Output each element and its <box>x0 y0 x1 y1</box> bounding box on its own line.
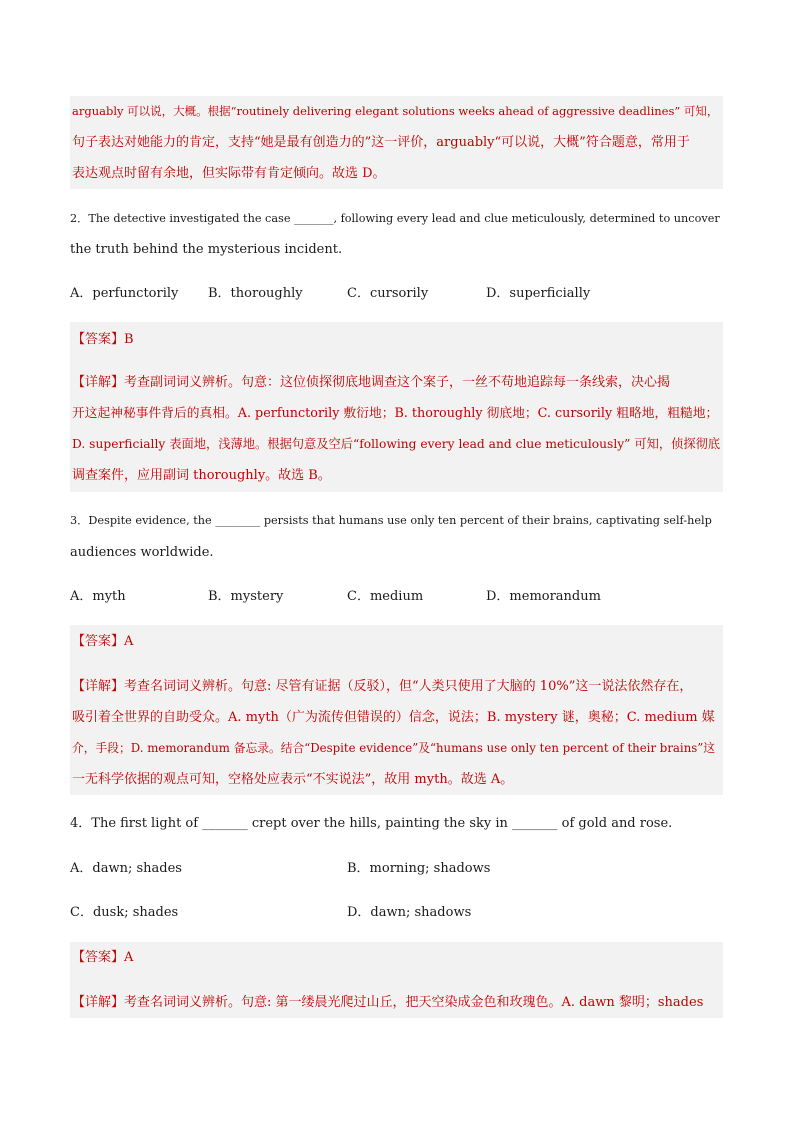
answer-label: 【答案】 <box>72 332 125 347</box>
q2-detail-line: 调查案件，应用副词 thoroughly。故选 B。 <box>72 468 331 483</box>
q1-detail-block <box>70 96 723 189</box>
q2-detail-line: D. superficially 表面地，浅薄地。根据句意及空后“following every lead and clue meticulously” 可知，侦探彻底 <box>72 437 721 451</box>
q3-option-a: A．myth <box>70 589 126 604</box>
q2-detail-line <box>72 367 670 398</box>
answer-value: B <box>124 332 134 347</box>
detail-text: 考查名词词义辨析。句意: 尽管有证据（反驳），但“人类只使用了大脑的 10%”这一说法依然存在， <box>124 679 693 694</box>
answer-value: A <box>124 950 134 965</box>
q1-detail-line: 表达观点时留有余地，但实际带有肯定倾向。故选 D。 <box>72 166 386 181</box>
detail-label: 【详解】 <box>72 995 125 1010</box>
q3-answer <box>72 626 133 657</box>
q3-detail-line: 介，手段；D. memorandum 备忘录。结合“Despite evidence”及“humans use only ten percent of their brains”这 <box>72 741 716 755</box>
q4-options <box>0 853 794 928</box>
answer-value: A <box>124 634 134 649</box>
q1-detail-line: 句子表达对她能力的肯定，支持“她是最有创造力的”这一评价，arguably“可以说，大概”符合题意，常用于 <box>72 135 690 150</box>
q2-option-d: D．superficially <box>486 286 591 301</box>
q3-detail-line <box>72 671 692 702</box>
answer-label: 【答案】 <box>72 634 125 649</box>
q2-detail-line: 开这起神秘事件背后的真相。A. perfunctorily 敷衍地；B. thoroughly 彻底地；C. cursorily 粗略地，粗糙地； <box>72 406 719 421</box>
answer-label: 【答案】 <box>72 950 125 965</box>
q2-stem-line: 2．The detective investigated the case _______, following every lead and clue meticulously, determined to uncover <box>70 212 720 225</box>
q3-options <box>0 581 794 612</box>
q2-option-b: B．thoroughly <box>208 286 303 301</box>
q3-stem-line: audiences worldwide. <box>70 545 214 560</box>
q4-answer <box>72 942 133 973</box>
q2-option-c: C．cursorily <box>347 286 429 301</box>
q4-option-a: A．dawn; shades <box>70 861 182 876</box>
q3-stem-line: 3．Despite evidence, the ________ persists that humans use only ten percent of their brains, captivating self-help <box>70 514 712 527</box>
q1-detail-line: arguably 可以说，大概。根据“routinely delivering elegant solutions weeks ahead of aggressive deadlines” 可知， <box>72 104 719 118</box>
q4-answer-block <box>70 942 723 1018</box>
q4-option-b: B．morning; shadows <box>347 861 491 876</box>
q3-option-d: D．memorandum <box>486 589 601 604</box>
detail-text: 考查名词词义辨析。句意: 第一缕晨光爬过山丘，把天空染成金色和玫瑰色。A. dawn 黎明；shades <box>124 995 704 1010</box>
q2-options <box>0 278 794 309</box>
q4-option-d: D．dawn; shadows <box>347 905 472 920</box>
q4-stem-line: 4．The first light of _______ crept over the hills, painting the sky in _______ of gold and rose. <box>70 816 673 831</box>
q3-option-c: C．medium <box>347 589 424 604</box>
q2-answer <box>72 324 134 355</box>
q3-answer-block <box>70 625 723 795</box>
q4-detail-line <box>72 987 703 1018</box>
detail-label: 【详解】 <box>72 375 125 390</box>
detail-label: 【详解】 <box>72 679 125 694</box>
q3-detail-line: 吸引着全世界的自助受众。A. myth（广为流传但错误的）信念，说法；B. mystery 谜，奥秘；C. medium 媒 <box>72 710 715 725</box>
q2-stem-line: the truth behind the mysterious incident. <box>70 242 343 257</box>
q3-detail-line: 一无科学依据的观点可知，空格处应表示“不实说法”，故用 myth。故选 A。 <box>72 772 514 787</box>
q3-option-b: B．mystery <box>208 589 284 604</box>
q4-option-c: C．dusk; shades <box>70 905 179 920</box>
detail-text: 考查副词词义辨析。句意：这位侦探彻底地调查这个案子，一丝不苟地追踪每一条线索，决心揭 <box>124 375 671 390</box>
q2-option-a: A．perfunctorily <box>70 286 179 301</box>
q2-answer-block <box>70 322 723 492</box>
